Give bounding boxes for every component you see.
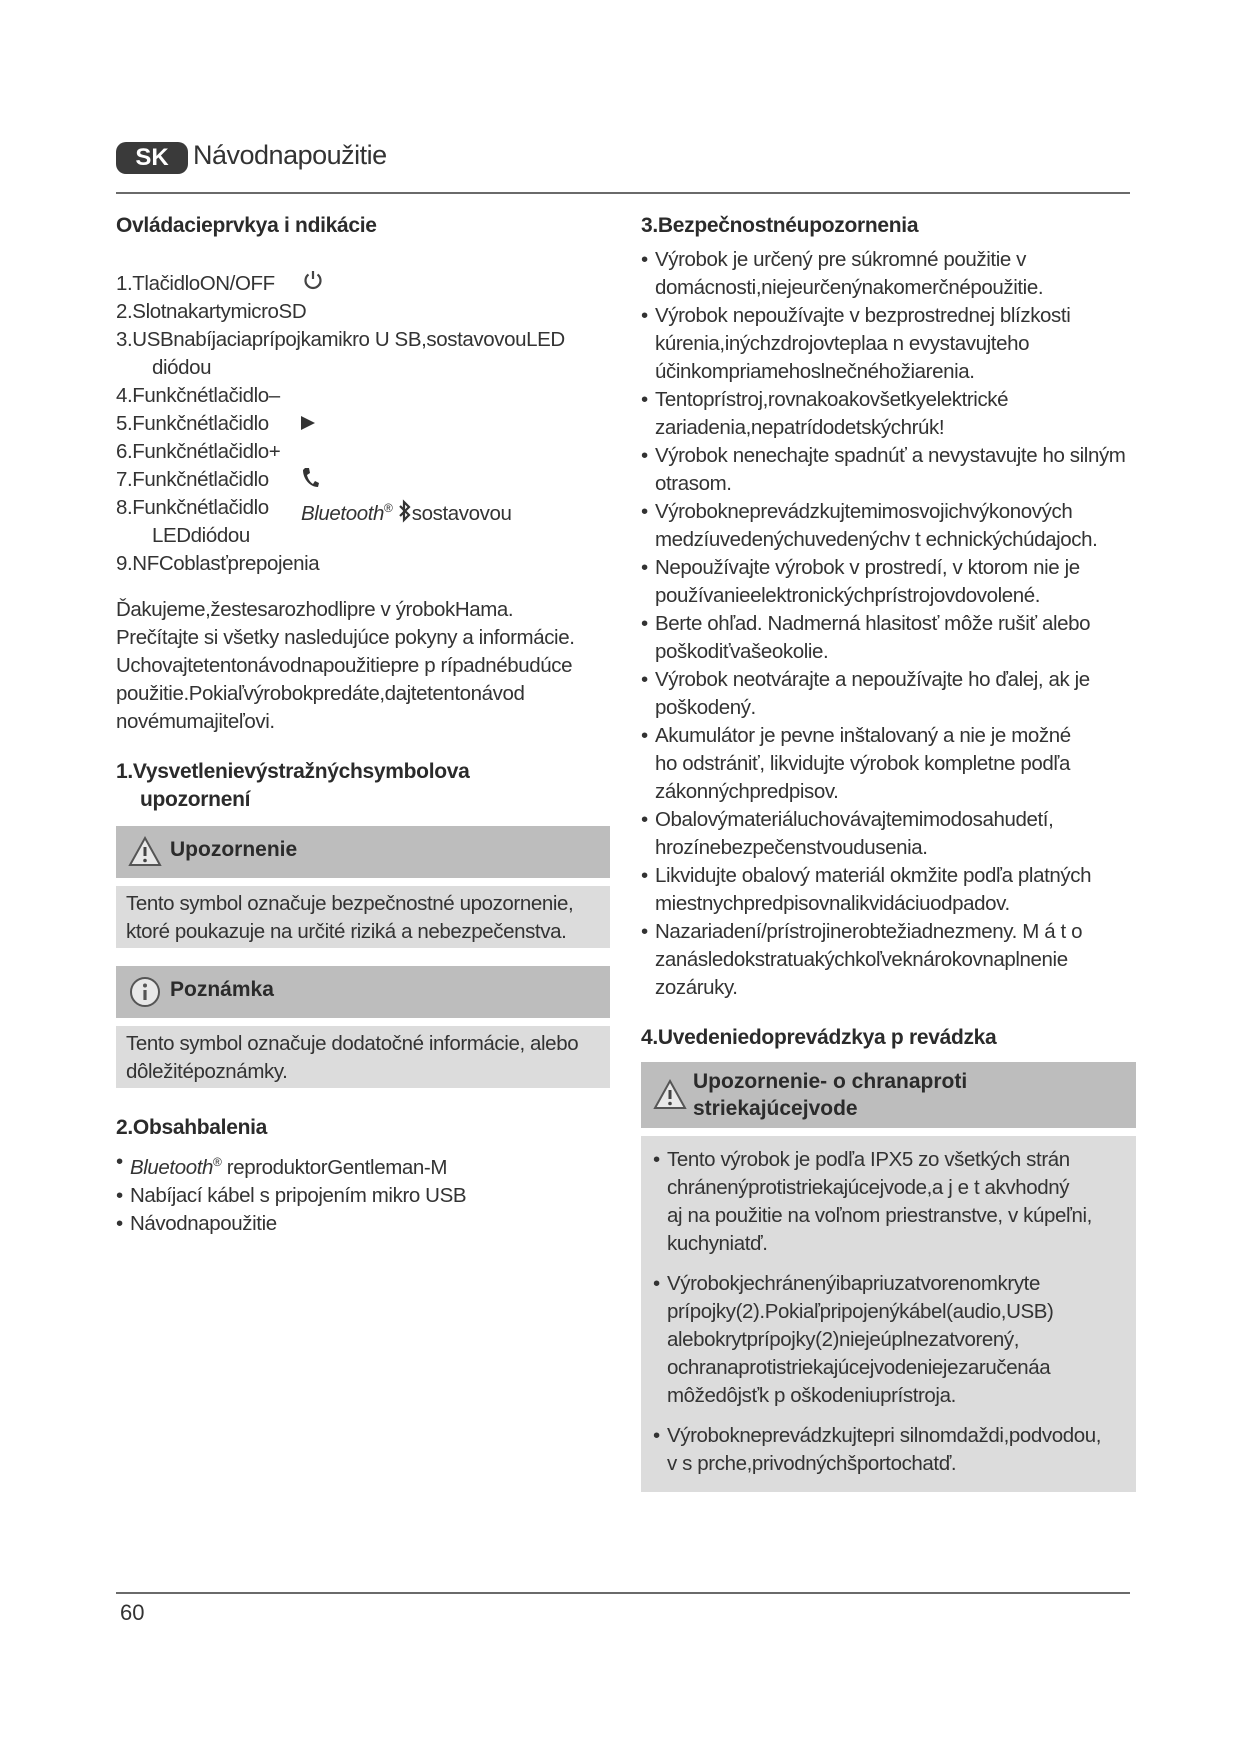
control-item: 4.Funkčnétlačidlo– bbox=[116, 384, 280, 407]
note-text: Tento symbol označuje dodatočné informácie, alebo dôležitépoznámky. bbox=[116, 1026, 610, 1088]
control-item: 8.Funkčnétlačidlo Bluetooth® sostavovou bbox=[116, 494, 610, 522]
section1-heading: 1.Vysvetlenievýstražnýchsymbolova upozornení bbox=[116, 760, 470, 811]
note-header bbox=[116, 966, 610, 1018]
list-item: • Nabíjací kábel s pripojením mikro USB bbox=[116, 1182, 610, 1210]
controls-heading: Ovládacieprvkya i ndikácie bbox=[116, 214, 377, 237]
header-divider bbox=[116, 192, 1130, 194]
list-item: • Výrobok nepoužívajte v bezprostrednej blízkosti kúrenia,inýchzdrojovteplaa n evystavujteho účinkompriamehoslnečnéhožiarenia. bbox=[641, 302, 1136, 386]
warning-triangle-icon bbox=[128, 835, 162, 869]
list-item: • Nepoužívajte výrobok v prostredí, v ktorom nie je používanieelektronickýchprístrojovdovolené. bbox=[641, 554, 1136, 610]
list-item: • Akumulátor je pevne inštalovaný a nie je možné ho odstrániť, likvidujte výrobok kompletne podľa zákonnýchpredpisov. bbox=[641, 722, 1136, 806]
bluetooth-brand: Bluetooth bbox=[301, 501, 385, 525]
section2-heading: 2.Obsahbalenia bbox=[116, 1116, 268, 1139]
control-item-continuation: diódou bbox=[152, 356, 212, 379]
list-item: • Výrobok neotvárajte a nepoužívajte ho ďalej, ak je poškodený. bbox=[641, 666, 1136, 722]
page-number: 60 bbox=[120, 1600, 145, 1625]
list-item: • Návodnapoužitie bbox=[116, 1210, 610, 1238]
warning-header bbox=[116, 826, 610, 878]
language-badge: SK bbox=[116, 142, 188, 174]
control-item: 9.NFCoblasťprepojenia bbox=[116, 552, 320, 575]
left-column bbox=[116, 212, 610, 1238]
safety-list bbox=[641, 246, 1136, 1002]
list-item: • Výrobokneprevádzkujtemimosvojichvýkonových medzíuvedenýchuvedenýchv t echnickýchúdajoch. bbox=[641, 498, 1136, 554]
splash-warning-header bbox=[641, 1062, 1136, 1128]
list-item: • Bluetooth® reproduktorGentleman-M bbox=[116, 1148, 610, 1182]
package-contents-list bbox=[116, 1148, 610, 1238]
list-item: • Výrobokneprevádzkujtepri silnomdaždi,podvodou, v s prche,privodnýchšportochatď. bbox=[653, 1422, 1120, 1478]
warning-box bbox=[116, 826, 610, 948]
control-item: 1.TlačidloON/OFF bbox=[116, 270, 610, 298]
control-item: 6.Funkčnétlačidlo+ bbox=[116, 440, 281, 463]
splash-warning-box bbox=[641, 1062, 1136, 1492]
controls-list bbox=[116, 270, 610, 578]
control-item: 2.SlotnakartymicroSD bbox=[116, 300, 307, 323]
list-item: • Výrobok je určený pre súkromné použitie v domácnosti,niejeurčenýnakomerčnépoužitie. bbox=[641, 246, 1136, 302]
list-item: • Likvidujte obalový materiál okmžite podľa platných miestnychpredpisovnalikvidáciuodpadov. bbox=[641, 862, 1136, 918]
list-item: • Obalovýmateriáluchovávajtemimodosahudetí, hrozínebezpečenstvoudusenia. bbox=[641, 806, 1136, 862]
section3-heading: 3.Bezpečnostnéupozornenia bbox=[641, 214, 919, 237]
warning-label: Upozornenie bbox=[170, 838, 298, 861]
right-column bbox=[641, 212, 1136, 1492]
splash-warning-label: Upozornenie- o chranaproti striekajúcejvode bbox=[693, 1070, 968, 1120]
control-item: 3.USBnabíjaciaprípojkamikro U SB,sostavovouLED bbox=[116, 328, 565, 351]
control-item: 7.Funkčnétlačidlo bbox=[116, 466, 610, 494]
list-item: • Výrobok nenechajte spadnúť a nevystavujte ho silným otrasom. bbox=[641, 442, 1136, 498]
splash-warning-list bbox=[641, 1136, 1136, 1492]
control-item-continuation: LEDdiódou bbox=[152, 524, 250, 547]
control-item: 5.Funkčnétlačidlo bbox=[116, 410, 610, 438]
footer-divider bbox=[116, 1592, 1130, 1594]
warning-text: Tento symbol označuje bezpečnostné upozornenie, ktoré poukazuje na určité riziká a nebezpečenstva. bbox=[116, 886, 610, 948]
note-box bbox=[116, 966, 610, 1088]
warning-triangle-icon bbox=[653, 1078, 687, 1112]
power-icon bbox=[301, 268, 325, 300]
page-header bbox=[116, 138, 1130, 194]
list-item: • Nazariadení/prístrojinerobtežiadnezmeny. M á t o zanásledokstratuakýchkoľveknárokovnaplnenie zozáruky. bbox=[641, 918, 1136, 1002]
note-label: Poznámka bbox=[170, 978, 274, 1001]
section4-heading: 4.Uvedeniedoprevádzkya p revádzka bbox=[641, 1026, 997, 1049]
info-icon bbox=[128, 975, 162, 1009]
intro-paragraph: Ďakujeme,žestesarozhodlipre v ýrobokHama. Prečítajte si všetky nasledujúce pokyny a informácie. Uchovajtetentonávodnapoužitiepre p rípadnébudúce použitie.Pokiaľvýrobokpredáte,dajtetentonávod novémumajiteľovi. bbox=[116, 598, 575, 733]
list-item: • Tento výrobok je podľa IPX5 zo všetkých strán chránenýprotistriekajúcejvode,a j e t akvhodný aj na použitie na voľnom priestranstve, v kúpeľni, kuchyniatď. bbox=[653, 1146, 1120, 1258]
list-item: • Berte ohľad. Nadmerná hlasitosť môže rušiť alebo poškodiťvašeokolie. bbox=[641, 610, 1136, 666]
list-item: • Výrobokjechránenýibapriuzatvorenomkryte prípojky(2).Pokiaľpripojenýkábel(audio,USB) alebokrytprípojky(2)niejeúplnezatvorený, ochranaprotistriekajúcejvodeniejezaručenáa môžedôjsťk p oškodeniuprístroja. bbox=[653, 1270, 1120, 1410]
document-title: Návodnapoužitie bbox=[193, 140, 387, 170]
list-item: • Tentoprístroj,rovnakoakovšetkyelektrické zariadenia,nepatrídodetskýchrúk! bbox=[641, 386, 1136, 442]
